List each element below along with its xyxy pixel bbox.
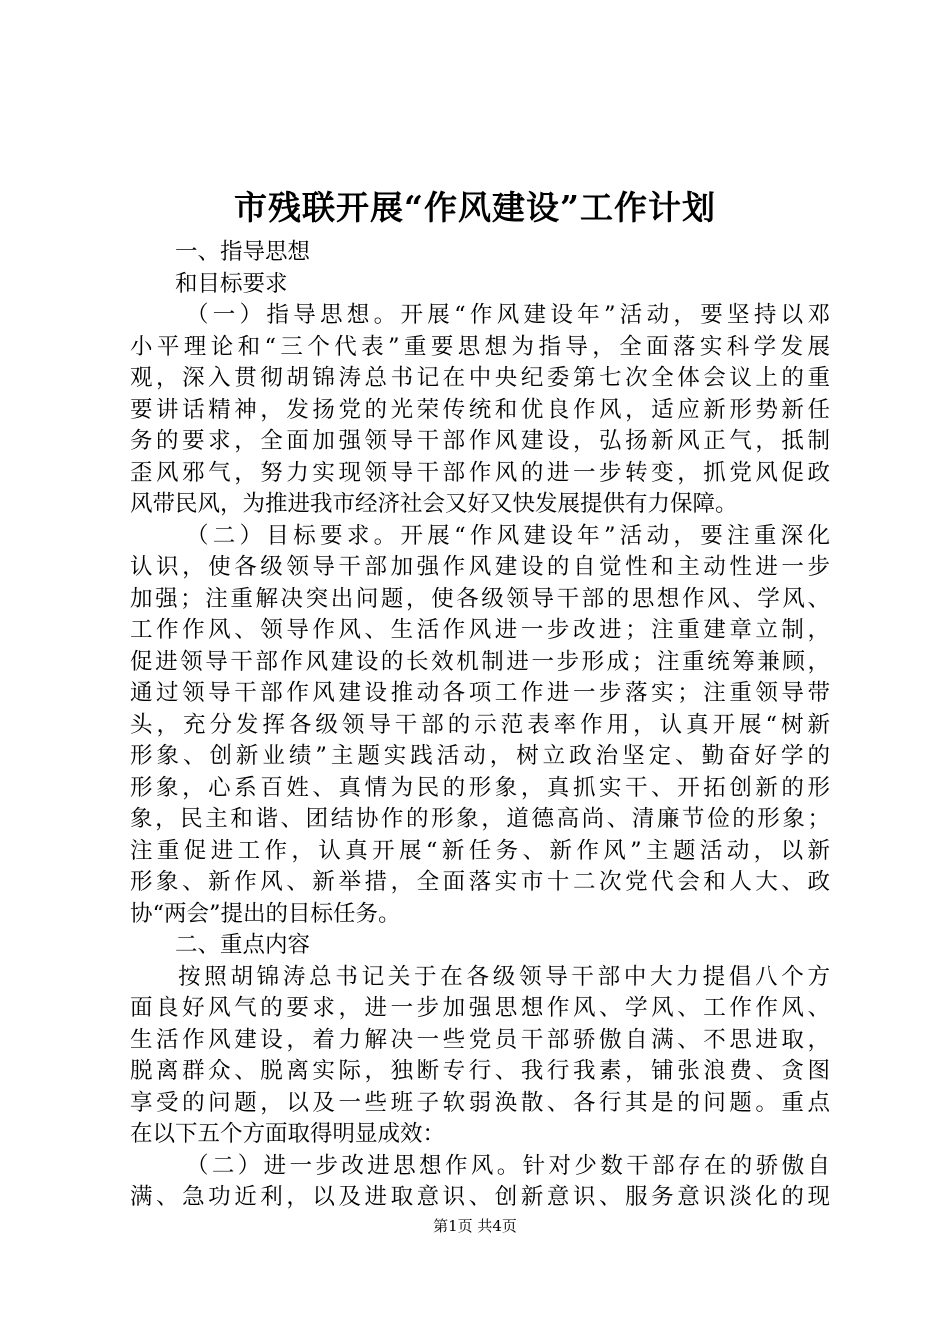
paragraph-4-line-1: （二）进一步改进思想作风。针对少数干部存在的骄傲自	[186, 1152, 830, 1179]
paragraph-2-line-4: 工作作风、领导作风、生活作风进一步改进；注重建章立制，	[130, 617, 830, 643]
section-heading-1-cont: 和目标要求	[175, 270, 288, 297]
paragraph-2-line-5: 促进领导干部作风建设的长效机制进一步形成；注重统筹兼顾，	[130, 648, 830, 675]
paragraph-1-line-6: 歪风邪气，努力实现领导干部作风的进一步转变，抓党风促政	[130, 459, 830, 486]
paragraph-3-line-5: 享受的问题，以及一些班子软弱涣散、各行其是的问题。重点	[130, 1089, 830, 1116]
paragraph-1-line-3: 观，深入贯彻胡锦涛总书记在中央纪委第七次全体会议上的重	[130, 365, 830, 391]
paragraph-2-line-7: 头，充分发挥各级领导干部的示范表率作用，认真开展“树新	[130, 711, 830, 738]
paragraph-2-line-10: 象，民主和谐、团结协作的形象，道德高尚、清廉节俭的形象；	[130, 806, 830, 832]
paragraph-1-line-1: （一）指导思想。开展“作风建设年”活动，要坚持以邓	[186, 302, 830, 328]
section-heading-2: 二、重点内容	[175, 932, 311, 958]
document-title: 市残联开展“作风建设”工作计划	[234, 188, 716, 227]
paragraph-3-line-4: 脱离群众、脱离实际，独断专行、我行我素，铺张浪费、贪图	[130, 1058, 830, 1084]
paragraph-2-line-12: 形象、新作风、新举措，全面落实市十二次党代会和人大、政	[130, 869, 830, 895]
paragraph-2-line-6: 通过领导干部作风建设推动各项工作进一步落实；注重领导带	[130, 680, 830, 706]
paragraph-3-line-1: 按照胡锦涛总书记关于在各级领导干部中大力提倡八个方	[178, 963, 830, 990]
paragraph-1-line-5: 务的要求，全面加强领导干部作风建设，弘扬新风正气，抵制	[130, 428, 830, 454]
paragraph-3-line-6: 在以下五个方面取得明显成效：	[130, 1121, 446, 1147]
section-heading-1: 一、指导思想	[175, 239, 311, 265]
paragraph-2-line-1: （二）目标要求。开展“作风建设年”活动，要注重深化	[186, 522, 830, 549]
paragraph-2-line-2: 认识，使各级领导干部加强作风建设的自觉性和主动性进一步	[130, 554, 830, 580]
paragraph-1-line-4: 要讲话精神，发扬党的光荣传统和优良作风，适应新形势新任	[130, 396, 830, 423]
paragraph-3-line-2: 面良好风气的要求，进一步加强思想作风、学风、工作作风、	[130, 995, 830, 1021]
document-body	[130, 237, 830, 1214]
paragraph-2-line-11: 注重促进工作，认真开展“新任务、新作风”主题活动，以新	[130, 837, 830, 864]
paragraph-2-line-8: 形象、创新业绩”主题实践活动，树立政治坚定、勤奋好学的	[130, 743, 830, 769]
paragraph-1-line-7: 风带民风，为推进我市经济社会又好又快发展提供有力保障。	[130, 491, 738, 517]
paragraph-2-line-9: 形象，心系百姓、真情为民的形象，真抓实干、开拓创新的形	[130, 774, 830, 801]
paragraph-3-line-3: 生活作风建设，着力解决一些党员干部骄傲自满、不思进取，	[130, 1026, 830, 1053]
paragraph-4-line-2: 满、急功近利，以及进取意识、创新意识、服务意识淡化的现	[130, 1184, 830, 1210]
paragraph-2-line-13: 协“两会”提出的目标任务。	[130, 900, 401, 927]
paragraph-2-line-3: 加强；注重解决突出问题，使各级领导干部的思想作风、学风、	[130, 585, 830, 612]
page-number-footer: 第1页 共4页	[433, 1217, 517, 1235]
paragraph-1-line-2: 小平理论和“三个代表”重要思想为指导，全面落实科学发展	[130, 333, 830, 360]
